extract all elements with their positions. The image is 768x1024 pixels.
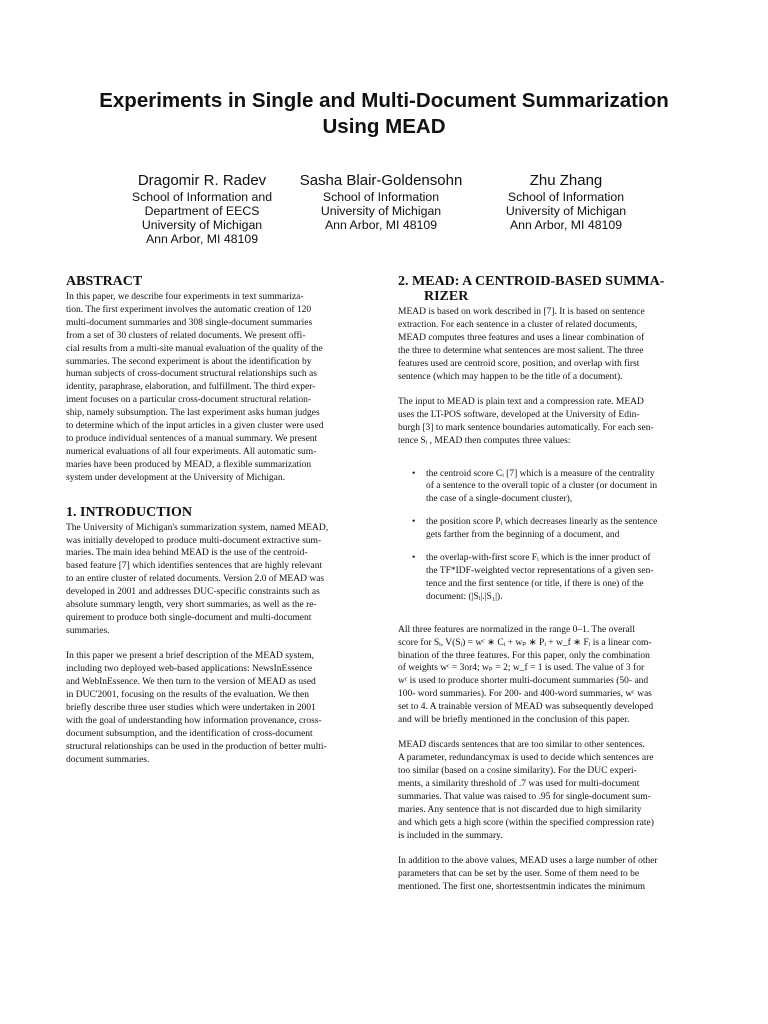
text-line: absolute summary length, very short summaries, as well as the re- <box>66 600 317 611</box>
text-line: gets farther from the beginning of a document, and <box>426 530 620 541</box>
text-line: bination of the three features. For this paper, only the combination <box>398 650 650 661</box>
text-line: document subsumption, and the identification of cross-document <box>66 728 313 739</box>
text-line: numerical evaluations of all four experiments. All automatic sum- <box>66 446 317 457</box>
bullet-icon: • <box>412 468 416 479</box>
author-name: Zhu Zhang <box>529 172 603 189</box>
text-line: structural relationships can be used in the production of better multi- <box>66 741 327 752</box>
text-line: maries. The main idea behind MEAD is the use of the centroid- <box>66 548 308 559</box>
text-line: to determine which of the input articles in a given cluster were used <box>66 421 324 432</box>
text-line: set to 4. A trainable version of MEAD was subsequently developed <box>398 702 654 713</box>
right-column <box>398 274 698 894</box>
text-line: to an entire cluster of related documents. Version 2.0 of MEAD was <box>66 574 325 585</box>
abstract-paragraph <box>66 291 374 485</box>
text-line: document: (|Sᵢ|.|S₁|). <box>426 591 503 602</box>
author-affiliation: University of Michigan <box>505 204 627 218</box>
text-line: summaries. That value was raised to .95 for single-document sum- <box>398 792 651 803</box>
text-line: summaries. The second experiment is about the identification by <box>66 356 312 367</box>
text-line: 100- word summaries). For 200- and 400-word summaries, wᶜ was <box>398 689 652 700</box>
text-line: based feature [7] which identifies sentences that are highly relevant <box>66 561 323 572</box>
text-line: parameters that can be set by the user. Some of them need to be <box>398 869 640 880</box>
bullet-icon: • <box>412 517 416 528</box>
feature-list <box>398 468 698 604</box>
text-line: multi-document summaries and 308 single-document summaries <box>66 317 313 328</box>
author-affiliation: University of Michigan <box>320 204 442 218</box>
mead-heading <box>398 274 698 304</box>
author-affiliation: School of Information <box>507 190 625 204</box>
text-line: In this paper we present a brief description of the MEAD system, <box>66 651 314 662</box>
text-line: cial results from a multi-site manual evaluation of the quality of the <box>66 343 323 354</box>
author-affiliation: Ann Arbor, MI 48109 <box>145 232 259 246</box>
text-line: mentioned. The first one, shortestsentmin indicates the minimum <box>398 882 646 893</box>
text-line: in DUC'2001, focusing on the results of the evaluation. We then <box>66 689 309 700</box>
title-line-1: Experiments in Single and Multi-Document Summarization <box>99 89 669 112</box>
text-line: The University of Michigan's summarization system, named MEAD, <box>66 522 329 533</box>
text-line: with the goal of understanding how information provenance, cross- <box>66 715 322 726</box>
text-line: quirement to produce both single-document and multi-document <box>66 612 312 623</box>
text-line: maries. Any sentence that is not discarded due to high similarity <box>398 805 642 815</box>
author-affiliation: Ann Arbor, MI 48109 <box>509 218 623 232</box>
text-line: ship, namely subsumption. The last experiment asks human judges <box>66 408 320 419</box>
text-line: identity, paraphrase, elaboration, and fulfillment. The third exper- <box>66 382 316 393</box>
text-line: the overlap-with-first score Fᵢ which is the inner product of <box>426 553 651 564</box>
text-line: including two deployed web-based applications: NewsInEssence <box>66 664 313 675</box>
text-line: the position score Pᵢ which decreases linearly as the sentence <box>426 517 658 528</box>
text-line: features used are centroid score, position, and overlap with first <box>398 358 640 369</box>
text-line: summaries. <box>66 625 110 636</box>
text-line: system under development at the University of Michigan. <box>66 472 285 483</box>
mead-paragraph-3 <box>398 624 698 727</box>
text-line: In addition to the above values, MEAD uses a large number of other <box>398 856 658 867</box>
bullet-icon: • <box>412 553 416 564</box>
text-line: the case of a single-document cluster), <box>426 494 573 505</box>
introduction-heading: 1. INTRODUCTION <box>66 504 193 520</box>
text-line: The input to MEAD is plain text and a compression rate. MEAD <box>398 396 644 407</box>
heading-line: 2. MEAD: A CENTROID-BASED SUMMA- <box>398 274 665 289</box>
text-line: and will be briefly mentioned in the conclusion of this paper. <box>398 715 630 726</box>
heading-line: RIZER <box>424 289 469 304</box>
text-line: and WebInEssence. We then turn to the version of MEAD as used <box>66 677 316 688</box>
author-affiliation: University of Michigan <box>141 218 263 232</box>
author-block-zhang <box>486 172 646 232</box>
author-name: Dragomir R. Radev <box>137 172 267 189</box>
text-line: sentence (which may happen to be the title of a document). <box>398 371 623 382</box>
author-affiliation: Ann Arbor, MI 48109 <box>324 218 438 232</box>
mead-paragraph-5 <box>398 855 698 894</box>
text-line: MEAD is based on work described in [7]. It is based on sentence <box>398 307 645 317</box>
author-name: Sasha Blair-Goldensohn <box>299 172 463 189</box>
author-affiliation: Department of EECS <box>144 204 260 218</box>
left-column <box>66 274 374 766</box>
text-line: was initially developed to produce multi-document extractive sum- <box>66 535 322 546</box>
text-line: MEAD discards sentences that are too similar to other sentences. <box>398 740 645 751</box>
text-line: is included in the summary. <box>398 830 503 841</box>
list-item <box>398 468 698 507</box>
text-line: maries have been produced by MEAD, a flexible summarization <box>66 459 312 470</box>
text-line: too similar (based on a cosine similarity). For the DUC experi- <box>398 766 637 777</box>
text-line: MEAD computes three features and uses a linear combination of <box>398 332 645 343</box>
text-line: iment focuses on a particular cross-document structural relation- <box>66 395 312 406</box>
list-item <box>398 516 698 542</box>
text-line: A parameter, redundancymax is used to decide which sentences are <box>398 753 654 764</box>
text-line: wᶜ is used to produce shorter multi-document summaries (50- and <box>398 676 649 687</box>
text-line: of a sentence to the overall topic of a cluster (or document in <box>426 481 658 492</box>
mead-paragraph-1 <box>398 306 698 383</box>
author-block-blair-goldensohn <box>288 172 474 232</box>
text-line: uses the LT-POS software, developed at the University of Edin- <box>398 409 640 420</box>
text-line: ments, a similarity threshold of .7 was used for multi-document <box>398 779 640 790</box>
text-line: briefly describe three user studies which were undertaken in 2001 <box>66 702 316 713</box>
text-line: tence and the first sentence (or title, if there is one) of the <box>426 578 644 589</box>
introduction-paragraph-1 <box>66 522 374 638</box>
text-line: tence Sᵢ , MEAD then computes three values: <box>398 435 571 446</box>
text-line: of weights wᶜ = 3or4; wₚ = 2; w_f = 1 is used. The value of 3 for <box>398 663 645 674</box>
author-affiliation: School of Information and <box>131 190 273 204</box>
text-line: the TF*IDF-weighted vector representations of a given sen- <box>426 566 654 576</box>
mead-paragraph-4 <box>398 739 698 842</box>
text-line: the three to determine what sentences are most salient. The three <box>398 345 644 356</box>
text-line: from a set of 30 clusters of related documents. We present offi- <box>66 330 306 341</box>
text-line: to produce individual sentences of a manual summary. We present <box>66 433 318 444</box>
text-line: human subjects of cross-document structural relationships such as <box>66 369 317 380</box>
paper-title <box>40 88 728 140</box>
text-line: developed in 2001 and addresses DUC-specific constraints such as <box>66 587 320 598</box>
text-line: extraction. For each sentence in a cluster of related documents, <box>398 319 638 330</box>
introduction-paragraph-2 <box>66 650 374 766</box>
text-line: burgh [3] to mark sentence boundaries automatically. For each sen- <box>398 422 654 433</box>
list-item <box>398 552 698 604</box>
text-line: the centroid score Cᵢ [7] which is a measure of the centrality <box>426 468 655 479</box>
mead-paragraph-2 <box>398 396 698 448</box>
author-affiliation: School of Information <box>322 190 440 204</box>
text-line: score for Sᵢ, V(Sᵢ) = wᶜ ∗ Cᵢ + wₚ ∗ Pᵢ + w_f ∗ Fᵢ is a linear com- <box>398 637 652 648</box>
title-line-2: Using MEAD <box>322 115 446 138</box>
text-line: tion. The first experiment involves the automatic creation of 120 <box>66 304 312 315</box>
text-line: All three features are normalized in the range 0–1. The overall <box>398 624 635 635</box>
text-line: In this paper, we describe four experiments in text summariza- <box>66 292 304 302</box>
text-line: document summaries. <box>66 754 150 765</box>
abstract-heading: ABSTRACT <box>66 274 143 289</box>
author-block-radev <box>112 172 292 246</box>
text-line: and which gets a high score (within the specified compression rate) <box>398 817 654 828</box>
